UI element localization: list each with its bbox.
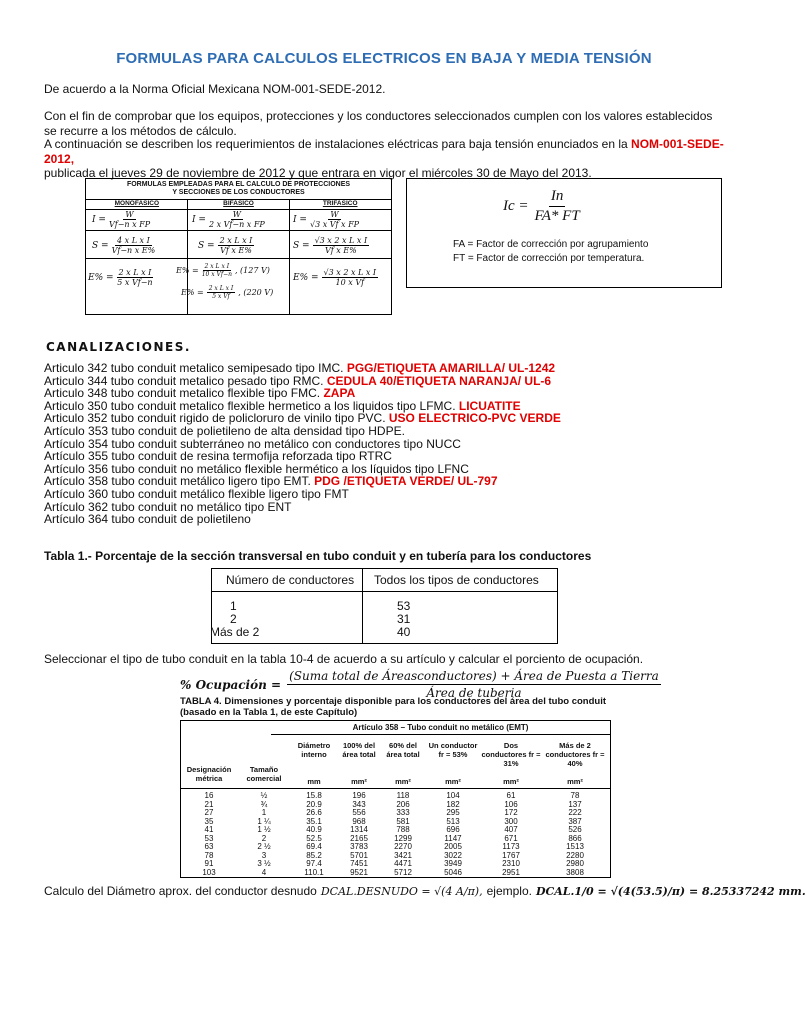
formula-lhs: S = <box>293 240 310 251</box>
table4-cell: 85.2 <box>306 850 322 860</box>
table4-cell: 526 <box>568 825 582 834</box>
table4-cell: 40.9 <box>306 825 322 834</box>
divider <box>86 230 391 231</box>
formula-numerator: 2 x L x I <box>204 263 230 270</box>
table4-header-cell: Dos conductores fr = 31% <box>481 741 541 768</box>
table4-cell: 407 <box>504 825 518 834</box>
table4-cell: 3421 <box>394 850 412 860</box>
col-trifasico: TRIFASICO <box>322 200 358 207</box>
formula-fraction <box>313 236 370 255</box>
formula-fraction <box>202 263 232 278</box>
formula-lhs: I = <box>293 214 307 225</box>
table1-col-conductors: Número de conductores <box>226 573 355 587</box>
formula-numerator: 4 x L x I <box>117 236 150 245</box>
table4-cell: 788 <box>396 825 410 834</box>
formula-table-header-line2: Y SECCIONES DE LOS CONDUCTORES <box>172 189 305 196</box>
table4-cell: 27 <box>204 808 214 817</box>
article-conduit-type: USO ELECTRICO-PVC VERDE <box>388 411 561 426</box>
bi-voltage-drop-220-formula <box>181 285 273 300</box>
formula-fraction <box>218 236 255 255</box>
table4-cell: 9521 <box>350 867 368 877</box>
formula-fraction <box>535 187 580 226</box>
table4-cell: 1147 <box>444 833 462 843</box>
formula-lhs: E% = <box>88 272 114 283</box>
table4-cell: 16 <box>204 791 214 800</box>
table4-cell: 2310 <box>502 859 520 868</box>
table4-header-cell: Tamaño comercial <box>246 765 282 783</box>
table4-cell: 295 <box>446 808 460 817</box>
table4-cell: 172 <box>504 808 518 817</box>
article-text: Articulo 342 tubo conduit metalico semipesado tipo IMC. <box>44 361 347 375</box>
table1-header <box>212 569 557 592</box>
formula-suffix: , (220 V) <box>238 288 274 297</box>
formula-fraction <box>209 210 265 229</box>
table4-cell: 1 <box>261 808 267 817</box>
table4-cell: 110.1 <box>304 867 324 877</box>
formula-lhs: Ic = <box>503 198 529 214</box>
table4-cell: 182 <box>446 799 460 809</box>
table4-cell: 3783 <box>350 842 368 851</box>
table4-cell: 222 <box>568 808 582 817</box>
article-conduit-type: LICUATITE <box>458 398 521 413</box>
table4-cell: 69.4 <box>306 842 322 851</box>
article-conduit-type: ZAPA <box>323 386 356 401</box>
bi-section-formula <box>198 236 254 255</box>
table1-title: Tabla 1.- Porcentaje de la sección transversal en tubo conduit y en tubería para los conductores <box>44 549 592 563</box>
table4-header-cell: Designación métrica <box>186 765 232 783</box>
articles-list <box>44 362 561 526</box>
formula-denominator: 5 x Vf <box>212 293 230 300</box>
table4-cell: 2165 <box>350 833 368 843</box>
table4-unit-cell: mm <box>307 777 321 786</box>
formula-lhs: E% = <box>293 272 319 283</box>
calc-equation-example: DCAL.1/0 = √(4(53.5)/π) = 8.25337242 mm. <box>535 884 806 898</box>
table4-cell: 106 <box>504 799 518 809</box>
table4-cell: 53 <box>204 833 214 843</box>
table4-cell: 2 <box>261 833 267 843</box>
article-item <box>44 513 561 526</box>
intro-paragraph: Con el fin de comprobar que los equipos, protecciones y los conductores seleccionados cumplen con los valores establecidos se recurre a los métodos de cálculo. <box>44 109 713 138</box>
ic-formula <box>503 187 580 226</box>
table4-cell: 1 ½ <box>257 825 271 834</box>
table4-cell: 1299 <box>394 833 412 843</box>
table4-cell: 696 <box>446 825 460 834</box>
intro-published: publicada el jueves 29 de noviembre de 2012 y que entrara en vigor el miércoles 30 de Mayo del 2013. <box>44 166 592 180</box>
table4-cell: 513 <box>446 816 460 826</box>
table4-cell: 61 <box>506 791 516 800</box>
table4-cell: 2280 <box>566 850 584 860</box>
mono-current-formula <box>92 210 150 229</box>
table4-cell: 78 <box>570 791 580 800</box>
table4-cell: 581 <box>396 816 410 826</box>
fa-note: FA = Factor de corrección por agrupamiento <box>453 239 649 250</box>
formula-fraction <box>117 268 154 287</box>
divider <box>181 788 610 789</box>
table4-cell: 20.9 <box>306 799 322 809</box>
table4-header-cell: 60% del área total <box>386 741 420 759</box>
table4-cell: 3808 <box>566 867 584 877</box>
table4-cell: ¾ <box>260 799 268 809</box>
table4-cell: ½ <box>260 791 268 800</box>
formula-fraction <box>109 210 150 229</box>
formula-numerator: 2 x L x I <box>208 285 234 292</box>
table4-caption: Artículo 358 – Tubo conduit no metálico (EMT) <box>271 721 610 735</box>
table4-cell: 3 ½ <box>257 859 271 868</box>
table4-cell: 206 <box>396 799 410 809</box>
table4-header-cell: 100% del área total <box>342 741 376 759</box>
table4-cell: 35 <box>204 816 214 826</box>
formula-fraction <box>112 236 156 255</box>
mono-section-formula <box>92 236 155 255</box>
table4-cell: 1 ¼ <box>257 816 271 826</box>
table4-cell: 1513 <box>566 842 584 851</box>
table4-cell: 137 <box>568 799 582 809</box>
formula-denominator: √3 x Vf x FP <box>309 220 360 229</box>
formula-denominator: Vf x E% <box>220 246 252 255</box>
table4-cell: 97.4 <box>306 859 322 868</box>
formula-numerator: W <box>125 210 134 219</box>
select-instruction: Seleccionar el tipo de tubo conduit en la tabla 10-4 de acuerdo a su artículo y calcular el porciento de ocupación. <box>44 652 644 666</box>
formula-denominator: 10 x Vf−n <box>201 271 232 278</box>
article-text: Artículo 362 tubo conduit no metálico tipo ENT <box>44 499 292 514</box>
table1-row-v: 53 <box>397 599 411 613</box>
table4-cell: 3 <box>261 850 267 860</box>
table4-cell: 7451 <box>350 859 368 868</box>
formula-numerator: (Suma total de Áreasconductores) + Área de Puesta a Tierra <box>289 669 659 683</box>
table1-row-v: 40 <box>397 625 411 639</box>
divider <box>86 258 391 259</box>
table4-header-cell: Diámetro interno <box>297 741 331 759</box>
formula-denominator: Vf x E% <box>324 246 357 255</box>
formula-lhs: E% = <box>176 266 199 275</box>
formula-lhs: S = <box>198 240 215 251</box>
intro-requirements-text: A continuación se describen los requerimientos de instalaciones eléctricas para baja tensión enunciados en la <box>44 137 632 151</box>
article-text: Artículo 358 tubo conduit metálico ligero tipo EMT. <box>44 474 315 489</box>
correction-formula-box <box>406 178 722 288</box>
table4-cell: 118 <box>396 791 410 800</box>
table4-cell: 3022 <box>444 850 462 860</box>
article-text: Articulo 350 tubo conduit metalico flexible hermetico a los liquidos tipo LFMC. <box>44 398 459 413</box>
article-text: Artículo 355 tubo conduit de resina termofija reforzada tipo RTRC <box>44 449 392 464</box>
formula-denominator: 2 x Vf−n x FP <box>208 220 265 229</box>
bi-voltage-drop-127-formula <box>176 263 270 278</box>
table4-unit-cell: mm² <box>503 777 519 786</box>
article-conduit-type: PGG/ETIQUETA AMARILLA/ UL-1242 <box>346 361 556 375</box>
bi-current-formula <box>192 210 265 229</box>
table4-cell: 21 <box>204 799 214 809</box>
table4-cell: 866 <box>568 833 582 843</box>
table4-cell: 4 <box>261 867 267 877</box>
table4-cell: 4471 <box>394 859 412 868</box>
article-text: Artículo 360 tubo conduit metálico flexible ligero tipo FMT <box>44 486 349 501</box>
table1-col-types: Todos los tipos de conductores <box>374 573 539 587</box>
table4-cell: 5046 <box>444 867 462 877</box>
intro-norma-highlight: NOM-001-SEDE-2012, <box>44 137 724 166</box>
table4-cell: 2 ½ <box>257 842 271 851</box>
formula-lhs: I = <box>92 214 106 225</box>
table4-cell: 52.5 <box>306 833 322 843</box>
formula-lhs: E% = <box>181 288 204 297</box>
formula-denominator: Área de tuberia <box>426 686 522 700</box>
article-text: Artículo 356 tubo conduit no metálico flexible hermético a los líquidos tipo LFNC <box>44 461 469 476</box>
formula-denominator: 5 x Vf−n <box>117 278 153 287</box>
page-title: FORMULAS PARA CALCULOS ELECTRICOS EN BAJA Y MEDIA TENSIÓN <box>116 50 652 67</box>
intro-requirements <box>44 137 724 181</box>
formula-numerator: In <box>549 187 566 207</box>
table4-cell: 78 <box>204 850 214 860</box>
article-text: Artículo 353 tubo conduit de polietileno de alta densidad tipo HDPE. <box>44 423 405 438</box>
calc-text: Calculo del Diámetro aprox. del conductor desnudo <box>44 884 317 898</box>
table1-row-v: 31 <box>397 612 411 626</box>
table4-cell: 333 <box>396 808 410 817</box>
table4-cell: 103 <box>202 867 216 877</box>
table4-cell: 671 <box>504 833 518 843</box>
table4-cell: 5712 <box>394 867 412 877</box>
formula-numerator: W <box>232 210 241 219</box>
tri-section-formula <box>293 236 369 255</box>
article-text: Artículo 354 tubo conduit subterráneo no metálico con conductores tipo NUCC <box>44 436 461 451</box>
table4-cell: 5701 <box>350 850 368 860</box>
formula-fraction <box>310 210 359 229</box>
article-text: Artículo 364 tubo conduit de polietileno <box>44 512 251 527</box>
table4-title: TABLA 4. Dimensiones y porcentaje disponible para los conductores del área del tubo conduit (basado en la Tabla 1, de este Capítulo) <box>180 696 606 718</box>
formula-lhs: I = <box>192 214 206 225</box>
table4-cell: 35.1 <box>306 816 322 826</box>
table4-unit-cell: mm² <box>395 777 411 786</box>
mono-voltage-drop-formula <box>88 268 153 287</box>
table4-header-cell: Un conductor fr = 53% <box>428 741 478 759</box>
col-monofasico: MONOFASICO <box>114 200 160 207</box>
table4-unit-cell: mm² <box>351 777 367 786</box>
ft-note: FT = Factor de corrección por temperatura. <box>453 253 645 264</box>
formula-suffix: , (127 V) <box>234 266 270 275</box>
table4-cell: 1767 <box>502 850 520 860</box>
formula-numerator: 2 x L x I <box>219 236 253 245</box>
formula-table <box>85 178 392 315</box>
table4-cell: 63 <box>204 842 214 851</box>
table4-cell: 104 <box>446 791 460 800</box>
tri-voltage-drop-formula <box>293 268 378 287</box>
table4-cell: 1173 <box>502 842 520 851</box>
table4-cell: 196 <box>352 791 366 800</box>
formula-denominator: FA* FT <box>534 208 580 224</box>
table4-cell: 387 <box>568 816 582 826</box>
canalizaciones-heading: CANALIZACIONES. <box>46 340 191 354</box>
table4-cell: 2270 <box>394 842 412 851</box>
divider <box>289 199 290 314</box>
formula-denominator: 10 x Vf <box>335 278 365 287</box>
formula-lhs: S = <box>92 240 109 251</box>
formula-numerator: 2 x L x I <box>118 268 152 277</box>
table4-cell: 26.6 <box>306 808 322 817</box>
formula-numerator: √3 x 2 x L x I <box>314 236 368 245</box>
table4-cell: 2005 <box>444 842 462 851</box>
table4-cell: 968 <box>352 816 366 826</box>
article-text: Articulo 352 tubo conduit rigido de policloruro de vinilo tipo PVC. <box>44 411 389 426</box>
article-conduit-type: CEDULA 40/ETIQUETA NARANJA/ UL-6 <box>326 373 552 388</box>
article-text: Articulo 348 tubo conduit metalico flexible tipo FMC. <box>44 386 324 401</box>
table4-cell: 343 <box>352 799 366 809</box>
formula-denominator: Vf−n x FP <box>108 220 151 229</box>
table4-unit-cell: mm² <box>445 777 461 786</box>
formula-numerator: √3 x 2 x L x I <box>323 268 377 277</box>
table4-unit-cell: mm² <box>567 777 583 786</box>
formula-table-columns <box>86 199 391 210</box>
table4-cell: 1314 <box>350 825 368 834</box>
divider <box>362 569 363 643</box>
table4-cell: 300 <box>504 816 518 826</box>
formula-table-header-line1: FORMULAS EMPLEADAS PARA EL CALCULO DE PROTECCIONES <box>126 181 351 188</box>
table4-cell: 2951 <box>502 867 520 877</box>
table4 <box>180 720 611 878</box>
table4-cell: 556 <box>352 808 366 817</box>
formula-fraction <box>322 268 379 287</box>
table4-cell: 3949 <box>444 859 462 868</box>
table4-header-cell: Más de 2 conductores fr = 40% <box>545 741 605 768</box>
table1-row-n: 1 <box>230 599 237 613</box>
formula-table-header <box>86 179 391 197</box>
article-text: Articulo 344 tubo conduit metalico pesado tipo RMC. <box>44 373 327 388</box>
table1-row-n: 2 <box>230 612 237 626</box>
col-bifasico: BIFASICO <box>223 200 254 207</box>
table4-cell: 15.8 <box>306 791 322 800</box>
calc-equation-general: DCAL.DESNUDO = √(4 A/π), <box>320 884 483 898</box>
table4-cell: 2980 <box>566 859 584 868</box>
formula-denominator: Vf−n x E% <box>111 246 156 255</box>
article-conduit-type: PDG /ETIQUETA VERDE/ UL-797 <box>314 474 498 489</box>
formula-fraction <box>207 285 236 300</box>
tri-current-formula <box>293 210 359 229</box>
calc-example-label: ejemplo. <box>486 884 532 898</box>
table1 <box>211 568 558 644</box>
intro-norma: De acuerdo a la Norma Oficial Mexicana NOM-001-SEDE-2012. <box>44 82 386 96</box>
table4-cell: 41 <box>204 825 214 834</box>
table1-row-n: Más de 2 <box>210 625 260 639</box>
table4-cell: 91 <box>204 859 214 868</box>
formula-lhs: % Ocupación = <box>180 677 282 692</box>
diameter-calculation <box>44 884 806 898</box>
formula-numerator: W <box>330 210 339 219</box>
